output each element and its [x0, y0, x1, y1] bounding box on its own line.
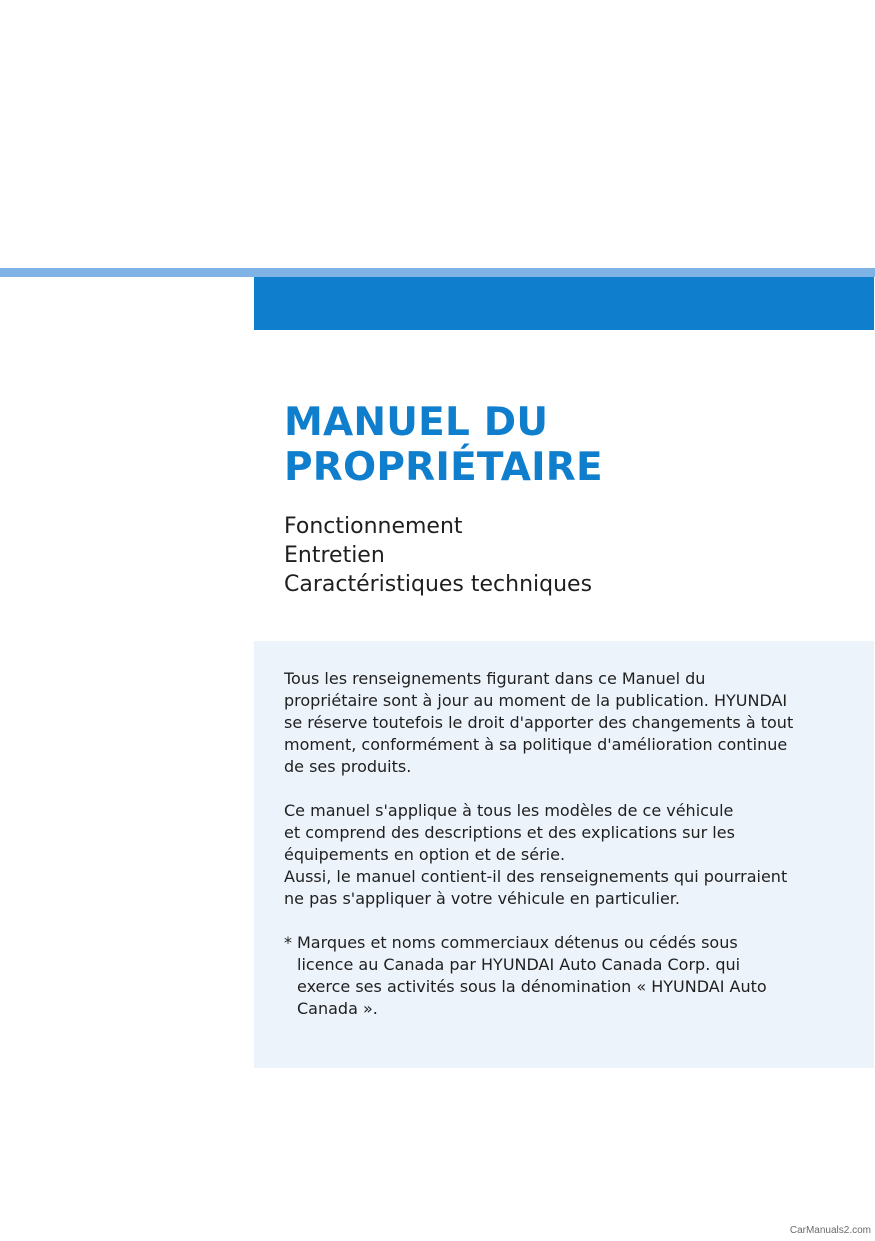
title-line-1: MANUEL DU [284, 400, 549, 445]
subtitle-operation: Fonctionnement [284, 514, 463, 539]
info-paragraph-1 [284, 668, 824, 778]
paragraph-2-line: Ce manuel s'applique à tous les modèles de ce véhicule [284, 801, 734, 820]
paragraph-spacer [284, 778, 824, 800]
note-asterisk: * [284, 933, 292, 952]
top-accent-stripe [0, 268, 875, 277]
trademark-note [284, 932, 824, 1020]
subtitle-specifications: Caractéristiques techniques [284, 572, 593, 597]
note-line: Marques et noms commerciaux détenus ou cédés sous [297, 933, 738, 952]
paragraph-2-line: Aussi, le manuel contient-il des renseignements qui pourraient [284, 867, 788, 886]
note-line: Canada ». [297, 999, 378, 1018]
paragraph-1-line: se réserve toutefois le droit d'apporter des changements à tout [284, 713, 794, 732]
paragraph-1-line: de ses produits. [284, 757, 412, 776]
info-paragraph-2 [284, 800, 824, 910]
paragraph-2-line: ne pas s'appliquer à votre véhicule en particulier. [284, 889, 680, 908]
header-color-bar [254, 277, 874, 330]
paragraph-spacer [284, 910, 824, 932]
subtitle-list [284, 512, 592, 599]
paragraph-1-line: Tous les renseignements figurant dans ce Manuel du [284, 669, 706, 688]
subtitle-maintenance: Entretien [284, 543, 385, 568]
note-body [297, 932, 767, 1020]
paragraph-2-line: équipements en option et de série. [284, 845, 566, 864]
paragraph-1-line: propriétaire sont à jour au moment de la publication. HYUNDAI [284, 691, 788, 710]
manual-title [284, 400, 603, 490]
info-text [284, 668, 824, 1020]
watermark: CarManuals2.com [789, 1225, 871, 1236]
title-line-2: PROPRIÉTAIRE [284, 445, 603, 490]
paragraph-1-line: moment, conformément à sa politique d'amélioration continue [284, 735, 788, 754]
note-line: licence au Canada par HYUNDAI Auto Canada Corp. qui [297, 955, 741, 974]
paragraph-2-line: et comprend des descriptions et des explications sur les [284, 823, 735, 842]
note-line: exerce ses activités sous la dénomination « HYUNDAI Auto [297, 977, 767, 996]
